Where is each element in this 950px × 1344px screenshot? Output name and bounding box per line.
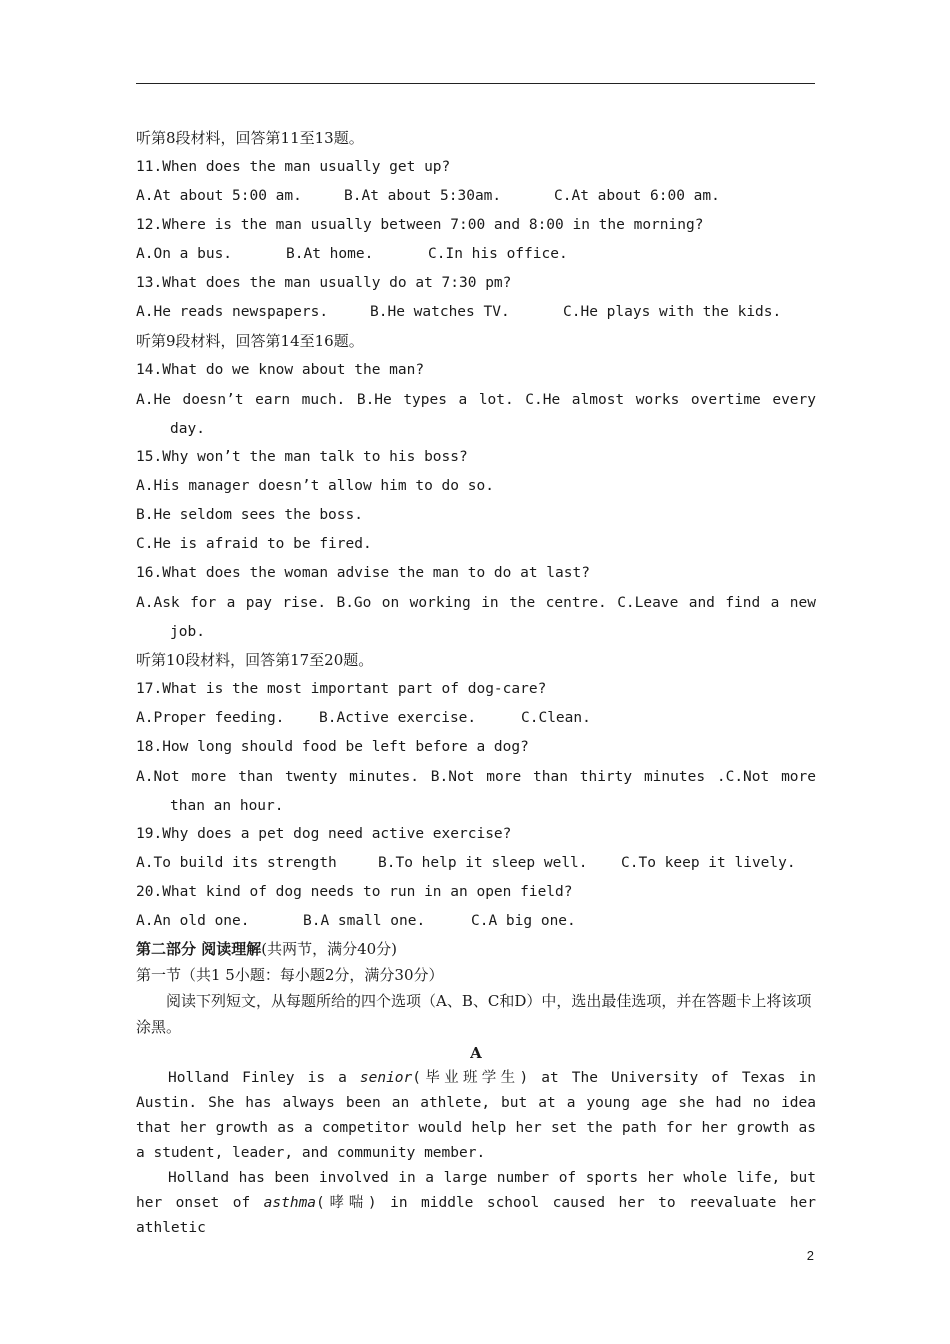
options-16: A.Ask for a pay rise. B.Go on working in the centre. C.Leave and find a new [136, 595, 816, 611]
option-c: C.Clean. [521, 710, 591, 726]
options-11 [136, 182, 816, 211]
options-18: A.Not more than twenty minutes. B.Not more than thirty minutes .C.Not more [136, 769, 816, 785]
section-header-8: 听第8段材料，回答第11至13题。 [136, 129, 364, 147]
section-subtitle: 第一节（共1 5小题：每小题2分，满分30分） [136, 966, 444, 984]
part-title [136, 936, 816, 962]
page-content [136, 124, 816, 1241]
p1-text-a: Holland Finley is a [168, 1070, 360, 1086]
option-b: B.At about 5:30am. [344, 188, 502, 204]
options-14: A.He doesn’t earn much. B.He types a lot. C.He almost works overtime every [136, 392, 816, 408]
option-b: B.To help it sleep well. [378, 855, 588, 871]
p2-text-a: Holland has been involved in a large number of sports her whole life, but her onset of [136, 1170, 816, 1211]
question-16: 16.What does the woman advise the man to do at last? [136, 565, 590, 581]
question-18: 18.How long should food be left before a dog? [136, 739, 529, 755]
question-20: 20.What kind of dog needs to run in an open field? [136, 884, 573, 900]
question-15: 15.Why won’t the man talk to his boss? [136, 449, 468, 465]
option-c: C.A big one. [471, 913, 576, 929]
p2-term: asthma [263, 1195, 317, 1211]
options-18-cont: than an hour. [170, 798, 284, 814]
page-number: 2 [806, 1248, 814, 1263]
options-12 [136, 240, 816, 269]
option-a: A.To build its strength [136, 855, 337, 871]
options-20 [136, 907, 816, 936]
passage-paragraph-2 [136, 1166, 816, 1241]
passage-paragraph-1 [136, 1066, 816, 1166]
question-19: 19.Why does a pet dog need active exercise? [136, 826, 512, 842]
option-a: A.Proper feeding. [136, 710, 285, 726]
instructions: 阅读下列短文，从每题所给的四个选项（A、B、C和D）中，选出最佳选项，并在答题卡上将该项涂黑。 [136, 992, 812, 1036]
p2-text-b: (哮喘) in middle school caused her to reevaluate her athletic [136, 1195, 816, 1236]
part-title-rest: (共两节，满分40分) [261, 940, 398, 958]
question-14: 14.What do we know about the man? [136, 362, 425, 378]
p1-term: senior [359, 1070, 413, 1086]
question-17: 17.What is the most important part of dog-care? [136, 681, 547, 697]
question-11: 11.When does the man usually get up? [136, 159, 451, 175]
option-a: A.On a bus. [136, 246, 233, 262]
options-13 [136, 298, 816, 327]
option-b: B.He watches TV. [370, 304, 510, 320]
option-b: B.Active exercise. [319, 710, 477, 726]
question-12: 12.Where is the man usually between 7:00 and 8:00 in the morning? [136, 217, 704, 233]
section-header-9: 听第9段材料，回答第14至16题。 [136, 332, 364, 350]
passage-label: A [470, 1044, 482, 1062]
section-header-10: 听第10段材料，回答第17至20题。 [136, 651, 374, 669]
option-b: B.At home. [286, 246, 374, 262]
options-14-cont: day. [170, 421, 205, 437]
option-b: B.A small one. [303, 913, 426, 929]
header-rule [136, 83, 815, 84]
p1-text-b: (毕业班学生) at The University of Texas in Austin. She has always been an athlete, but at a young age she had no idea that her growth as a competitor would help her set the path for her growth as a student, leader, and community member. [136, 1070, 816, 1161]
option-15c: C.He is afraid to be fired. [136, 536, 372, 552]
part-title-bold: 第二部分 阅读理解 [136, 940, 262, 958]
option-c: C.To keep it lively. [621, 855, 796, 871]
option-c: C.He plays with the kids. [563, 304, 782, 320]
option-a: A.At about 5:00 am. [136, 188, 302, 204]
option-c: C.In his office. [428, 246, 568, 262]
question-13: 13.What does the man usually do at 7:30 pm? [136, 275, 512, 291]
options-17 [136, 704, 816, 733]
options-19 [136, 849, 816, 878]
option-c: C.At about 6:00 am. [554, 188, 720, 204]
option-a: A.He reads newspapers. [136, 304, 329, 320]
options-16-cont: job. [170, 624, 205, 640]
option-15b: B.He seldom sees the boss. [136, 507, 363, 523]
option-15a: A.His manager doesn’t allow him to do so. [136, 478, 494, 494]
option-a: A.An old one. [136, 913, 250, 929]
